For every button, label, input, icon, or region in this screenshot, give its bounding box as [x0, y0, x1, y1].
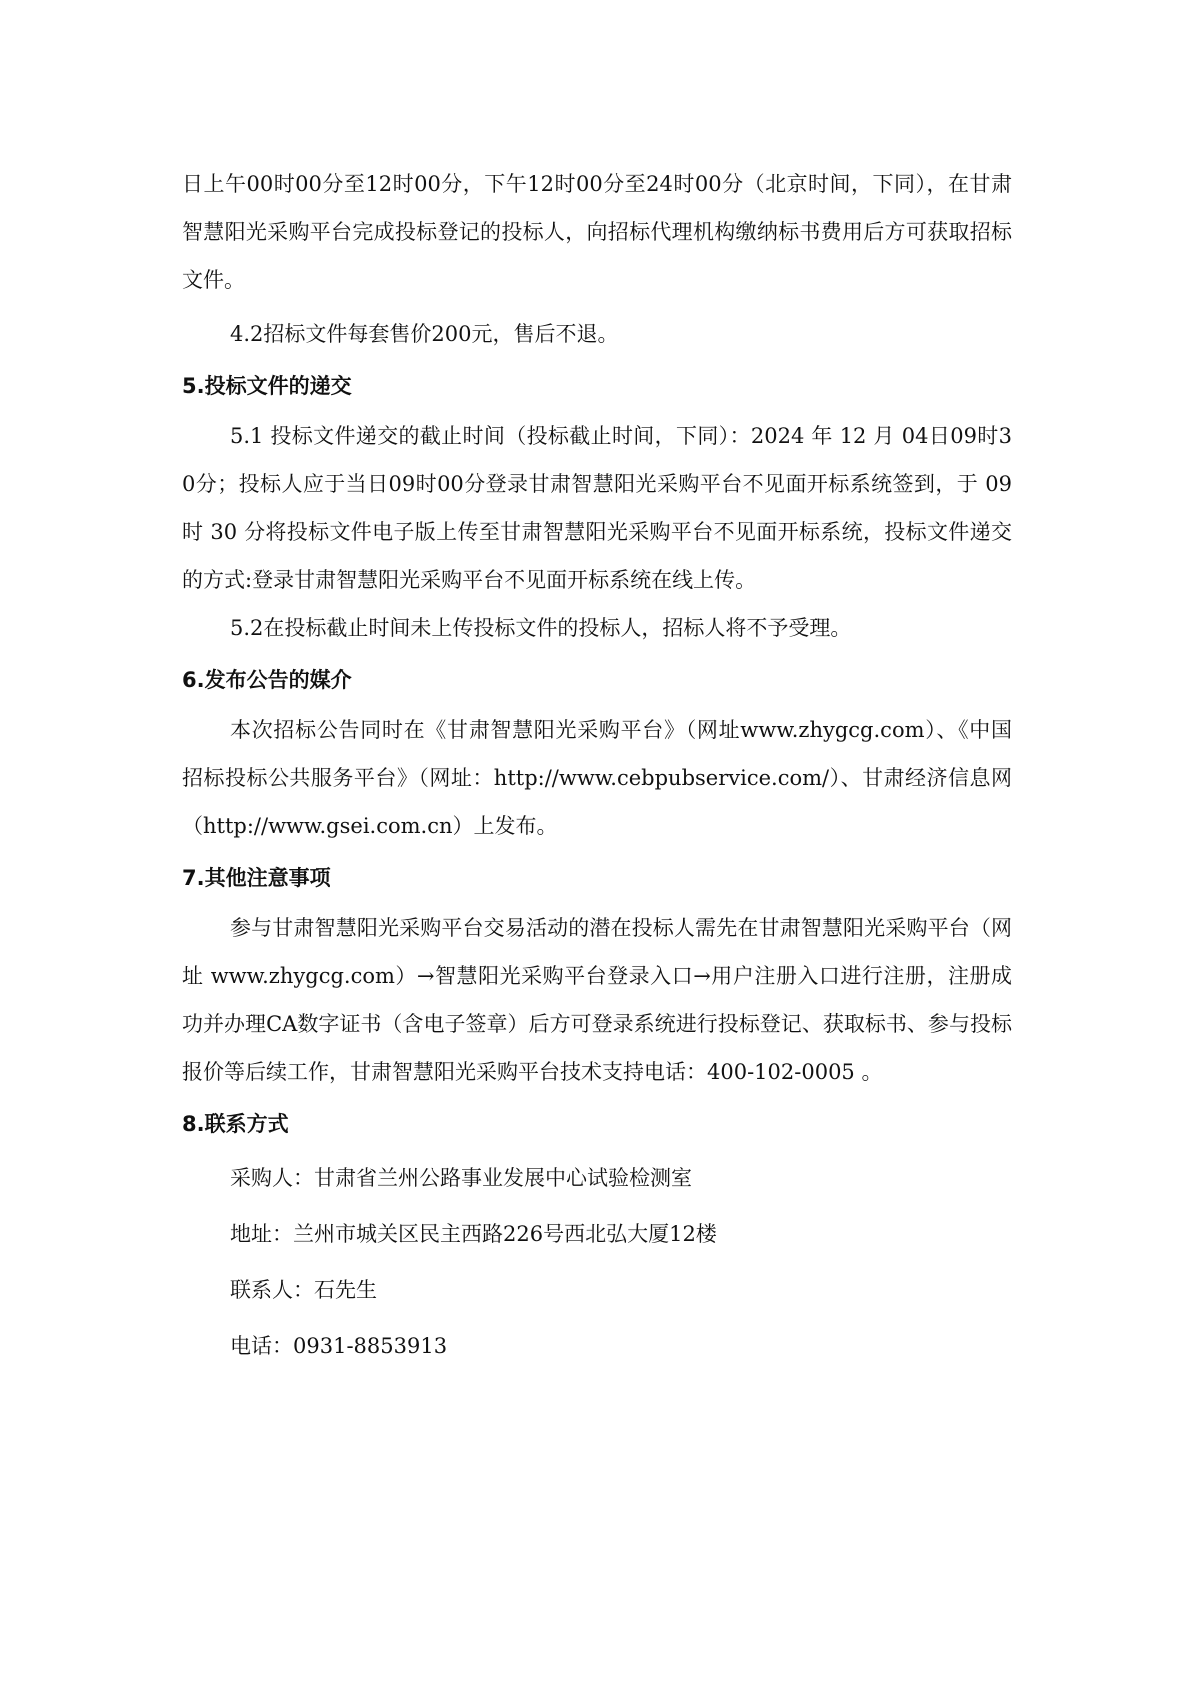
section6-heading: 6.发布公告的媒介	[182, 668, 352, 692]
section5-paragraph-1: 5.1 投标文件递交的截止时间（投标截止时间，下同）：2024 年 12 月 04日09时30分；投标人应于当日09时00分登录甘肃智慧阳光采购平台不见面开标系统签到，于 09 时 30 分将投标文件电子版上传至甘肃智慧阳光采购平台不见面开标系统，投标文件递交的方式:登录甘肃智慧阳光采购平台不见面开标系统在线上传。	[182, 424, 1012, 592]
section4-paragraph-1: 日上午00时00分至12时00分，下午12时00分至24时00分（北京时间，下同），在甘肃智慧阳光采购平台完成投标登记的投标人，向招标代理机构缴纳标书费用后方可获取招标文件。	[182, 172, 1012, 292]
section7-heading: 7.其他注意事项	[182, 866, 331, 890]
contact-phone: 电话：0931-8853913	[230, 1334, 448, 1358]
document-body	[182, 160, 1012, 1374]
section8-heading: 8.联系方式	[182, 1112, 289, 1136]
section4-paragraph-2: 4.2招标文件每套售价200元，售后不退。	[230, 322, 619, 346]
contact-address: 地址：兰州市城关区民主西路226号西北弘大厦12楼	[230, 1222, 717, 1246]
section5-paragraph-2: 5.2在投标截止时间未上传投标文件的投标人，招标人将不予受理。	[230, 616, 852, 640]
section5-heading: 5.投标文件的递交	[182, 374, 352, 398]
section7-paragraph-1: 参与甘肃智慧阳光采购平台交易活动的潜在投标人需先在甘肃智慧阳光采购平台（网址 www.zhygcg.com）→智慧阳光采购平台登录入口→用户注册入口进行注册，注册成功并办理CA数字证书（含电子签章）后方可登录系统进行投标登记、获取标书、参与投标报价等后续工作，甘肃智慧阳光采购平台技术支持电话：400-102-0005 。	[182, 916, 1012, 1084]
contact-purchaser: 采购人：甘肃省兰州公路事业发展中心试验检测室	[230, 1166, 692, 1190]
contact-person: 联系人：石先生	[230, 1278, 377, 1302]
section6-paragraph-1: 本次招标公告同时在《甘肃智慧阳光采购平台》（网址www.zhygcg.com）、《中国招标投标公共服务平台》（网址：http://www.cebpubservice.com/）、甘肃经济信息网（http://www.gsei.com.cn）上发布。	[182, 718, 1012, 838]
